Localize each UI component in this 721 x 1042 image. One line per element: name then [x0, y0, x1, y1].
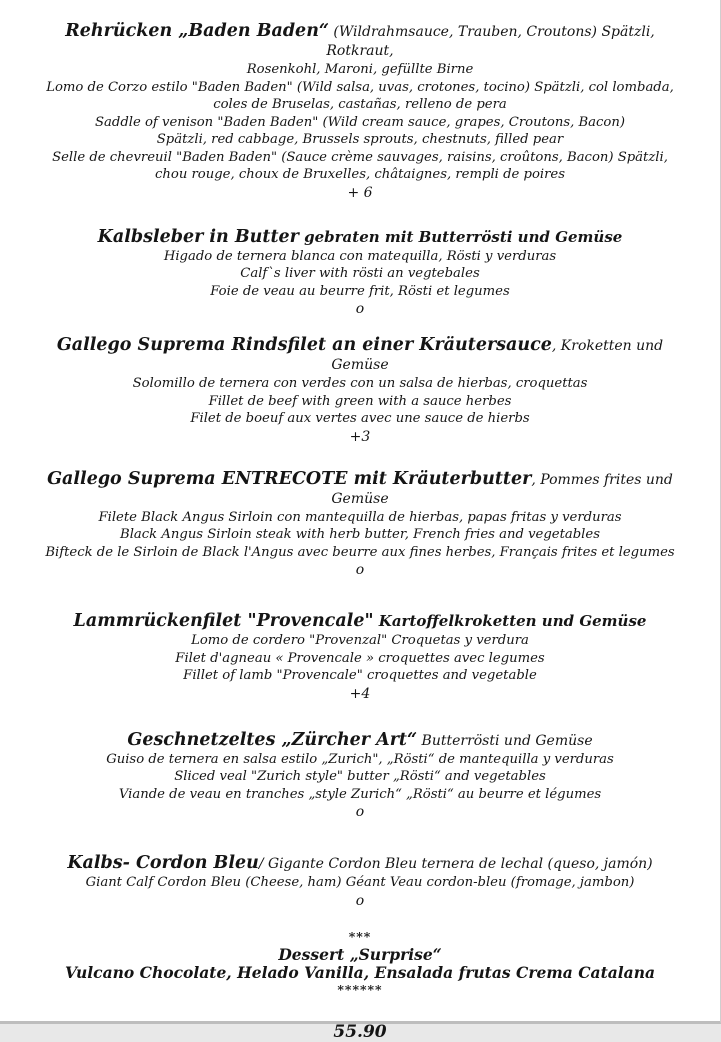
menu-section-geschnetzeltes: [38, 731, 682, 822]
dish-title: [38, 731, 682, 751]
dish-title: [38, 228, 682, 248]
menu-line: Guiso de ternera en salsa estilo „Zurich", „Rösti“ de mantequilla y verduras: [106, 751, 614, 767]
dish-title-rest: Butterrösti und Gemüse: [417, 732, 593, 749]
dish-title: [38, 854, 682, 874]
menu-section-rindsfilet: [38, 336, 682, 446]
dish-title-bold: Kalbs- Cordon Bleu: [67, 853, 259, 873]
dish-title: [38, 612, 682, 632]
course-separator: o: [355, 804, 365, 820]
dish-title-bold: Gallego Suprema ENTRECOTE mit Kräuterbutter: [47, 468, 532, 489]
menu-line: Bifteck de le Sirloin de Black l'Angus avec beurre aux fines herbes, Français frites et legumes: [45, 544, 675, 560]
menu-line: Fillet of lamb "Provencale" croquettes and vegetable: [183, 668, 537, 683]
dish-title-bold: Lammrückenfilet "Provencale": [73, 611, 374, 631]
menu-line: coles de Bruselas, castañas, relleno de pera: [213, 97, 507, 112]
menu-line: Foie de veau au beurre frit, Rösti et legumes: [210, 283, 510, 299]
price-supplement: +4: [349, 685, 371, 702]
stars-separator: ***: [348, 928, 372, 944]
menu-footer: [38, 929, 682, 1042]
course-separator: o: [355, 301, 365, 317]
menu-line: Filet d'agneau « Provencale » croquettes avec legumes: [175, 650, 545, 666]
menu-line: Fillet de beef with green with a sauce herbes: [208, 393, 512, 409]
menu-line: Sliced veal "Zurich style" butter „Rösti“ and vegetables: [174, 769, 546, 784]
menu-line: Spätzli, red cabbage, Brussels sprouts, chestnuts, filled pear: [156, 132, 564, 147]
menu-line: Selle de chevreuil "Baden Baden" (Sauce crème sauvages, raisins, croûtons, Bacon) Spätzli,: [52, 149, 668, 165]
menu-line: Filete Black Angus Sirloin con mantequilla de hierbas, papas fritas y verduras: [98, 509, 622, 525]
dish-title-rest: Kartoffelkroketten und Gemüse: [373, 612, 647, 630]
dish-title-bold: Rehrücken „Baden Baden“: [65, 21, 329, 41]
menu-section-kalbsleber: [38, 228, 682, 319]
course-separator: o: [355, 892, 365, 909]
menu-line: Lomo de Corzo estilo "Baden Baden" (Wild salsa, uvas, crotones, tocino) Spätzli, col lombada,: [46, 79, 674, 95]
menu-line: Higado de ternera blanca con matequilla, Rösti y verduras: [163, 248, 557, 264]
price-supplement: + 6: [347, 184, 373, 201]
menu-line: chou rouge, choux de Bruxelles, châtaignes, rempli de poires: [155, 167, 565, 182]
dish-title: [38, 22, 682, 61]
menu-line: Filet de boeuf aux vertes avec une sauce de hierbs: [190, 411, 530, 426]
price-supplement: +3: [349, 428, 371, 445]
dish-title-bold: Gallego Suprema Rindsfilet an einer Kräutersauce: [56, 335, 552, 355]
dish-title-rest: , Pommes frites und Gemüse: [331, 471, 673, 507]
dish-title-bold: Kalbsleber in Butter: [97, 226, 299, 247]
menu-section-lammruecken: [38, 612, 682, 703]
menu-section-cordon-bleu: [38, 854, 682, 910]
menu-line: Black Angus Sirloin steak with herb butter, French fries and vegetables: [120, 527, 600, 542]
dish-title-rest: gebraten mit Butterrösti und Gemüse: [298, 227, 623, 246]
stars-separator: ******: [337, 981, 383, 997]
dish-title-rest: , Kroketten und Gemüse: [331, 338, 664, 373]
menu-section-entrecote: [38, 470, 682, 580]
menu-price: 55.90: [333, 1021, 387, 1042]
menu-line: Lomo de cordero "Provenzal" Croquetas y verdura: [191, 633, 529, 648]
dish-title: [38, 470, 682, 509]
dish-title-bold: Geschnetzeltes „Zürcher Art“: [127, 729, 418, 750]
course-separator: o: [355, 562, 365, 578]
menu-line: Solomillo de ternera con verdes con un salsa de hierbas, croquettas: [132, 376, 588, 391]
menu-line: Viande de veau en tranches „style Zurich“ „Rösti“ au beurre et légumes: [118, 786, 602, 802]
menu-line: Rosenkohl, Maroni, gefüllte Birne: [246, 62, 474, 77]
dessert-description: Vulcano Chocolate, Helado Vanilla, Ensalada frutas Crema Catalana: [64, 962, 656, 982]
menu-section-rehruecken: [38, 22, 682, 202]
dish-title: [38, 336, 682, 375]
menu-line: Giant Calf Cordon Bleu (Cheese, ham) Géant Veau cordon-bleu (fromage, jambon): [85, 875, 635, 890]
menu-line: Calf`s liver with rösti an vegtebales: [240, 266, 480, 281]
dish-title-rest: / Gigante Cordon Bleu ternera de lechal (queso, jamón): [258, 856, 653, 872]
menu-line: Saddle of venison "Baden Baden" (Wild cream sauce, grapes, Croutons, Bacon): [95, 114, 625, 130]
dish-title-rest: (Wildrahmsauce, Trauben, Croutons) Spätzli, Rotkraut,: [326, 24, 655, 59]
dessert-title: Dessert „Surprise“: [278, 944, 442, 964]
